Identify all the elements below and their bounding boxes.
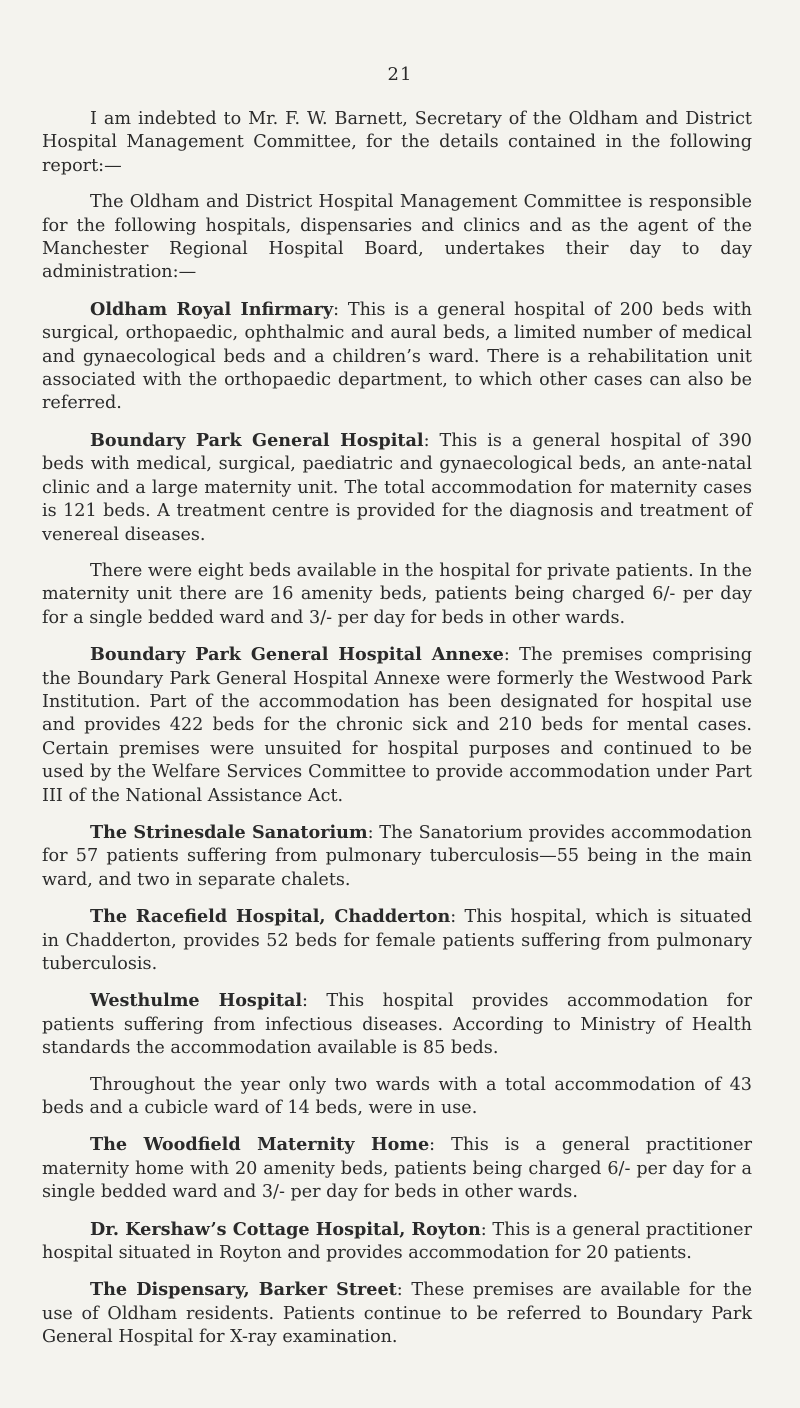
hospital-name: The Dispensary, Barker Street <box>90 1279 397 1301</box>
hospital-paragraph-boundary-park <box>42 429 752 547</box>
hospital-name: The Strinesdale Sanatorium <box>90 821 368 843</box>
paragraph-text: Throughout the year only two wards with a total accommodation of 43 beds and a cubicle ward of 14 beds, were in use. <box>42 1074 752 1119</box>
hospital-paragraph-boundary-park-annexe <box>42 643 752 808</box>
hospital-name: Oldham Royal Infirmary <box>90 298 334 320</box>
hospital-name: The Woodfield Maternity Home <box>90 1134 430 1156</box>
report-body <box>42 108 752 1363</box>
page-number: 21 <box>387 64 413 85</box>
committee-paragraph: The Oldham and District Hospital Management Committee is responsible for the following hospitals, dispensaries and clinics and as the agent of the Manchester Regional Hospital Board, undertakes their day to day administration:— <box>42 192 752 283</box>
hospital-paragraph-westhulme <box>42 989 752 1060</box>
hospital-description: : This hospital provides accommodation for patients suffering from infectious diseases. According to Ministry of Health standards the accommodation available is 85 beds. <box>42 991 752 1059</box>
hospital-description: : The premises comprising the Boundary Park General Hospital Annexe were formerly the Westwood Park Institution. Part of the accommodation has been designated for hospital use and provides 422 beds for the chronic sick and 210 beds for mental cases. Certain premises were unsuited for hospital purposes and continued to be used by the Welfare Services Committee to provide accommodation under Part III of the National Assistance Act. <box>42 645 752 806</box>
hospital-name: Westhulme Hospital <box>90 990 303 1012</box>
wards-in-use-paragraph <box>42 1074 752 1121</box>
paragraph-text: There were eight beds available in the hospital for private patients. In the maternity unit there are 16 amenity beds, patients being charged 6/- per day for a single bedded ward and 3/- per day for beds in other wards. <box>42 560 752 628</box>
hospital-description: : This hospital, which is situated in Chadderton, provides 52 beds for female patients suffering from pulmonary tuberculosis. <box>42 907 752 974</box>
hospital-paragraph-strinesdale-sanatorium <box>42 821 752 892</box>
hospital-paragraph-racefield <box>42 905 752 976</box>
hospital-name: Boundary Park General Hospital <box>90 429 424 451</box>
intro-paragraph: I am indebted to Mr. F. W. Barnett, Secretary of the Oldham and District Hospital Management Committee, for the details contained in the following report:— <box>42 109 752 176</box>
hospital-paragraph-dispensary <box>42 1278 752 1349</box>
hospital-paragraph-oldham-royal-infirmary <box>42 298 752 416</box>
hospital-name: The Racefield Hospital, Chadderton <box>90 906 451 928</box>
hospital-paragraph-woodfield <box>42 1133 752 1204</box>
hospital-description: : These premises are available for the use of Oldham residents. Patients continue to be referred to Boundary Park General Hospital for X-ray examination. <box>42 1280 752 1348</box>
private-beds-paragraph <box>42 560 752 630</box>
hospital-name: Dr. Kershaw’s Cottage Hospital, Royton <box>90 1218 481 1240</box>
hospital-name: Boundary Park General Hospital Annexe <box>90 644 504 666</box>
hospital-description: : This is a general hospital of 390 beds with medical, surgical, paediatric and gynaecological beds, an ante-natal clinic and a large maternity unit. The total accommodation for maternity cases is 121 beds. A treatment centre is provided for the diagnosis and treatment of venereal diseases. <box>42 430 752 545</box>
hospital-description: : This is a general practitioner hospital situated in Royton and provides accommodation for 20 patients. <box>42 1219 752 1264</box>
hospital-description: : This is a general practitioner maternity home with 20 amenity beds, patients being charged 6/- per day for a single bedded ward and 3/- per day for beds in other wards. <box>42 1135 753 1203</box>
hospital-paragraph-kershaw <box>42 1218 752 1266</box>
hospital-description: : This is a general hospital of 200 beds with surgical, orthopaedic, ophthalmic and aural beds, a limited number of medical and gynaecological beds and a children’s ward. There is a rehabilitation unit associated with the orthopaedic department, to which other cases can also be referred. <box>42 299 753 414</box>
hospital-description: : The Sanatorium provides accommodation for 57 patients suffering from pulmonary tuberculosis—55 being in the main ward, and two in separate chalets. <box>42 822 752 890</box>
